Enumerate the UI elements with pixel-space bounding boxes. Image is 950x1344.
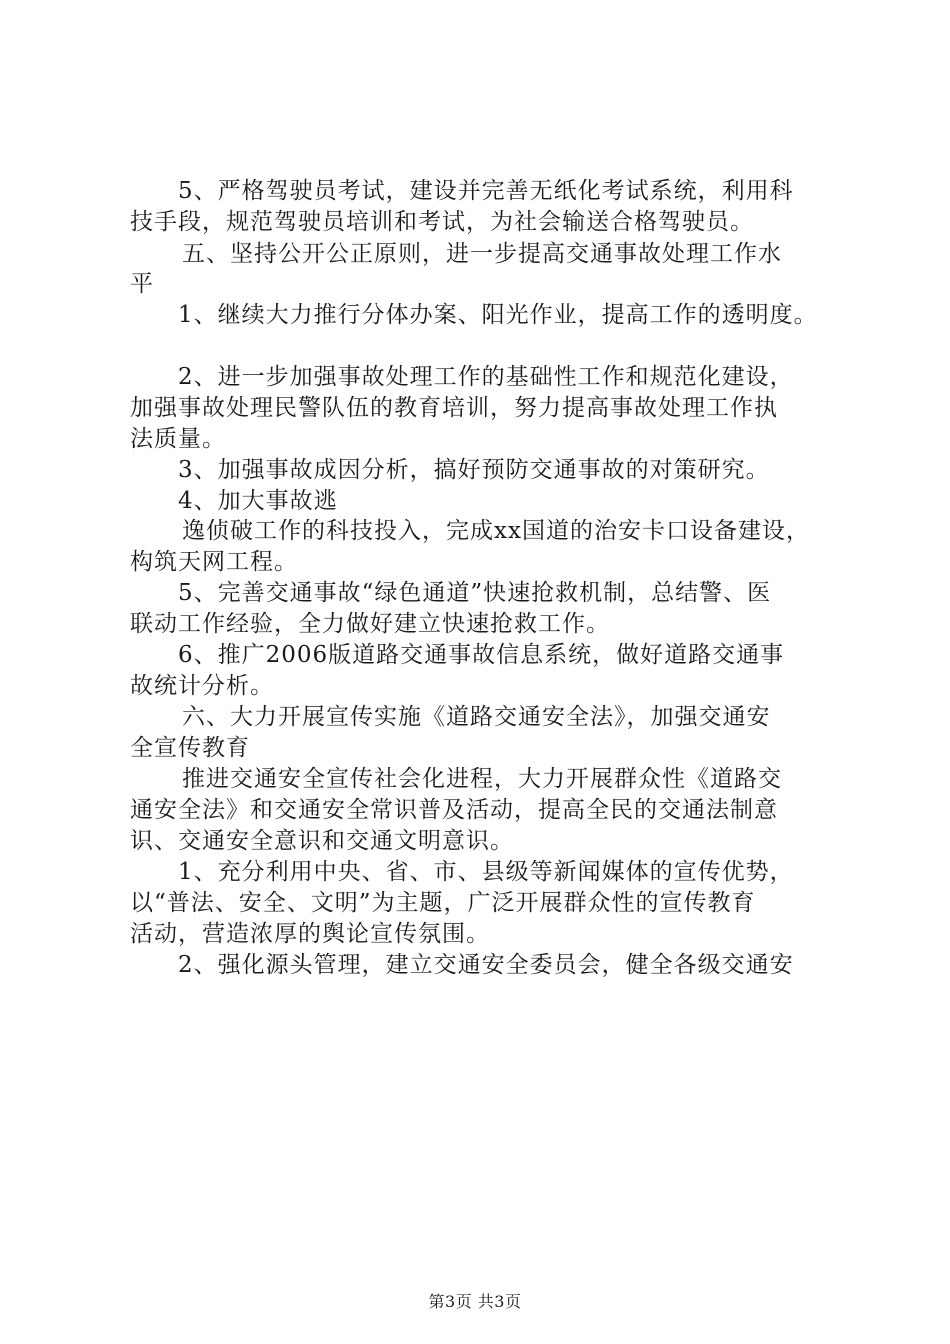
text-line: 2、进一步加强事故处理工作的基础性工作和规范化建设，	[178, 364, 794, 390]
text-line: 3、加强事故成因分析，搞好预防交通事故的对策研究。	[178, 457, 770, 483]
text-line: 活动，营造浓厚的舆论宣传氛围。	[130, 921, 490, 947]
text-line: 4、加大事故逃	[178, 488, 338, 514]
text-line: 2、强化源头管理，建立交通安全委员会，健全各级交通安	[178, 952, 794, 978]
text-line: 法质量。	[130, 426, 226, 452]
section-heading: 五、坚持公开公正原则，进一步提高交通事故处理工作水	[182, 241, 782, 267]
page-number-footer: 第3页 共3页	[428, 1292, 522, 1311]
text-line: 加强事故处理民警队伍的教育培训，努力提高事故处理工作执	[130, 395, 778, 421]
text-line: 推进交通安全宣传社会化进程，大力开展群众性《道路交	[182, 766, 782, 792]
text-line: 逸侦破工作的科技投入，完成xx国道的治安卡口设备建设，	[182, 518, 810, 544]
text-line: 6、推广2006版道路交通事故信息系统，做好道路交通事	[178, 642, 785, 668]
text-line: 构筑天网工程。	[130, 549, 298, 575]
text-line: 通安全法》和交通安全常识普及活动，提高全民的交通法制意	[130, 797, 778, 823]
text-line: 故统计分析。	[130, 673, 274, 699]
text-line: 5、严格驾驶员考试，建设并完善无纸化考试系统，利用科	[178, 178, 794, 204]
text-line: 技手段，规范驾驶员培训和考试，为社会输送合格驾驶员。	[130, 209, 754, 235]
section-heading: 平	[130, 271, 154, 297]
text-line: 联动工作经验，全力做好建立快速抢救工作。	[130, 611, 610, 637]
section-heading: 六、大力开展宣传实施《道路交通安全法》，加强交通安	[182, 704, 771, 730]
text-line: 1、继续大力推行分体办案、阳光作业，提高工作的透明度。	[178, 302, 818, 328]
text-line: 以“普法、安全、文明”为主题，广泛开展群众性的宣传教育	[130, 890, 756, 916]
text-line: 1、充分利用中央、省、市、县级等新闻媒体的宣传优势，	[178, 859, 794, 885]
text-line: 5、完善交通事故“绿色通道”快速抢救机制，总结警、医	[178, 580, 772, 606]
section-heading: 全宣传教育	[130, 735, 250, 761]
text-line: 识、交通安全意识和交通文明意识。	[130, 828, 514, 854]
